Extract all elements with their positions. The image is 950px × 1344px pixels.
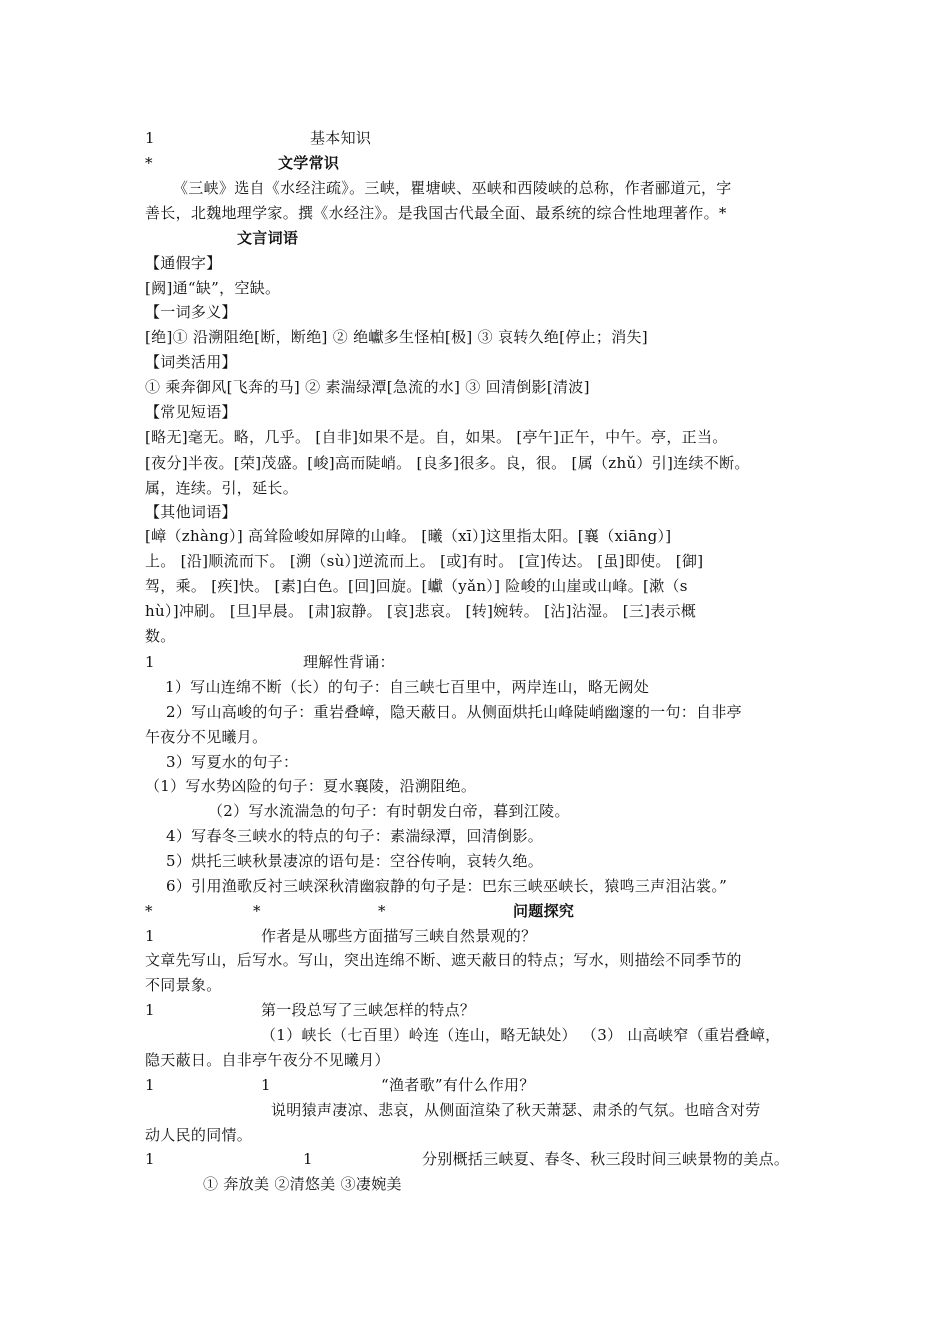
paragraph-line: hù）]冲刷。 [旦]早晨。 [肃]寂静。 [哀]悲哀。 [转]婉转。 [沾]沾湿。 [三]表示概	[145, 602, 697, 620]
section-title: 问题探究	[513, 902, 575, 920]
bullet-star: *	[253, 902, 261, 920]
question-number: 1	[303, 1150, 313, 1168]
paragraph-line: 数。	[145, 627, 176, 645]
literary-title: 文学常识	[278, 154, 340, 172]
answer-line: 隐天蔽日。自非亭午夜分不见曦月）	[145, 1051, 390, 1069]
paragraph-line: ① 乘奔御风[飞奔的马] ② 素湍绿潭[急流的水] ③ 回清倒影[清波]	[145, 378, 590, 396]
question-number: 1	[145, 1076, 155, 1094]
recite-item: 5）烘托三峡秋景凄凉的语句是：空谷传响，哀转久绝。	[166, 852, 544, 870]
recite-item: 2）写山高峻的句子：重岩叠嶂，隐天蔽日。从侧面烘托山峰陡峭幽邃的一句：自非亭	[166, 703, 742, 721]
question-text: 作者是从哪些方面描写三峡自然景观的？	[261, 927, 537, 945]
question-number: 1	[145, 927, 155, 945]
paragraph-line: 《三峡》选自《水经注疏》。三峡，瞿塘峡、巫峡和西陵峡的总称，作者郦道元，字	[173, 179, 732, 197]
paragraph-line: 属，连续。引，延长。	[145, 479, 299, 497]
question-text: “渔者歌”有什么作用？	[381, 1076, 535, 1094]
answer-line: （1）峡长（七百里）岭连（连山，略无缺处） （3） 山高峡窄（重岩叠嶂，	[261, 1026, 781, 1044]
paragraph-line: 驾，乘。 [疾]快。 [素]白色。[回]回旋。[巘（yǎn）] 险峻的山崖或山峰。[漱（s	[145, 577, 688, 595]
question-text: 第一段总写了三峡怎样的特点？	[261, 1001, 476, 1019]
recite-item: 1）写山连绵不断（长）的句子：自三峡七百里中，两岸连山，略无阙处	[165, 678, 650, 696]
paragraph-line: 善长，北魏地理学家。撰《水经注》。是我国古代最全面、最系统的综合性地理著作。*	[145, 204, 727, 222]
question-text: 分别概括三峡夏、春冬、秋三段时间三峡景物的美点。	[422, 1150, 790, 1168]
recite-item-cont: 午夜分不见曦月。	[145, 728, 268, 746]
paragraph-line: [略无]毫无。略，几乎。 [自非]如果不是。自，如果。 [亭午]正午，中午。亭，正当。	[145, 428, 728, 446]
subheading-qita: 【其他词语】	[145, 503, 237, 521]
bullet-star: *	[378, 902, 386, 920]
recite-item: 6）引用渔歌反衬三峡深秋清幽寂静的句子是：巴东三峡巫峡长，猿鸣三声泪沾裳。”	[166, 877, 728, 895]
subheading-duanyu: 【常见短语】	[145, 403, 237, 421]
answer-line: 说明猿声凄凉、悲哀，从侧面渲染了秋天萧瑟、肃杀的气氛。也暗含对劳	[271, 1101, 761, 1119]
question-number: 1	[261, 1076, 271, 1094]
subheading-cilei: 【词类活用】	[145, 353, 237, 371]
bullet-star: *	[145, 154, 153, 172]
paragraph-line: [阙]通“缺”，空缺。	[145, 279, 281, 297]
section-number: 1	[145, 129, 155, 147]
section-title: 基本知识	[310, 129, 372, 147]
recite-item: 4）写春冬三峡水的特点的句子：素湍绿潭，回清倒影。	[166, 827, 544, 845]
bullet-star: *	[145, 902, 153, 920]
answer-line: 不同景象。	[145, 976, 222, 994]
recite-subitem: （1）写水势凶险的句子：夏水襄陵，沿溯阻绝。	[145, 777, 477, 795]
section-title: 理解性背诵：	[303, 653, 395, 671]
question-number: 1	[145, 1150, 155, 1168]
answer-line: 动人民的同情。	[145, 1126, 253, 1144]
subheading-yici: 【一词多义】	[145, 303, 237, 321]
answer-line: ① 奔放美 ②清悠美 ③凄婉美	[203, 1175, 402, 1193]
vocab-title: 文言词语	[237, 229, 299, 247]
answer-line: 文章先写山，后写水。写山，突出连绵不断、遮天蔽日的特点；写水，则描绘不同季节的	[145, 951, 742, 969]
question-number: 1	[145, 1001, 155, 1019]
paragraph-line: [夜分]半夜。[荣]茂盛。[峻]高而陡峭。 [良多]很多。良，很。 [属（zhǔ）引]连续不断。	[145, 454, 750, 472]
section-number: 1	[145, 653, 155, 671]
paragraph-line: [嶂（zhàng）] 高耸险峻如屏障的山峰。 [曦（xī）]这里指太阳。[襄（xiāng）]	[145, 527, 672, 545]
subheading-tongjia: 【通假字】	[145, 254, 222, 272]
paragraph-line: 上。 [沿]顺流而下。 [溯（sù）]逆流而上。 [或]有时。 [宣]传达。 [虽]即使。 [御]	[145, 552, 704, 570]
recite-subitem: （2）写水流湍急的句子：有时朝发白帝，暮到江陵。	[208, 802, 570, 820]
paragraph-line: [绝]① 沿溯阻绝[断，断绝] ② 绝巘多生怪柏[极] ③ 哀转久绝[停止；消失]	[145, 328, 648, 346]
recite-item: 3）写夏水的句子：	[166, 753, 299, 771]
